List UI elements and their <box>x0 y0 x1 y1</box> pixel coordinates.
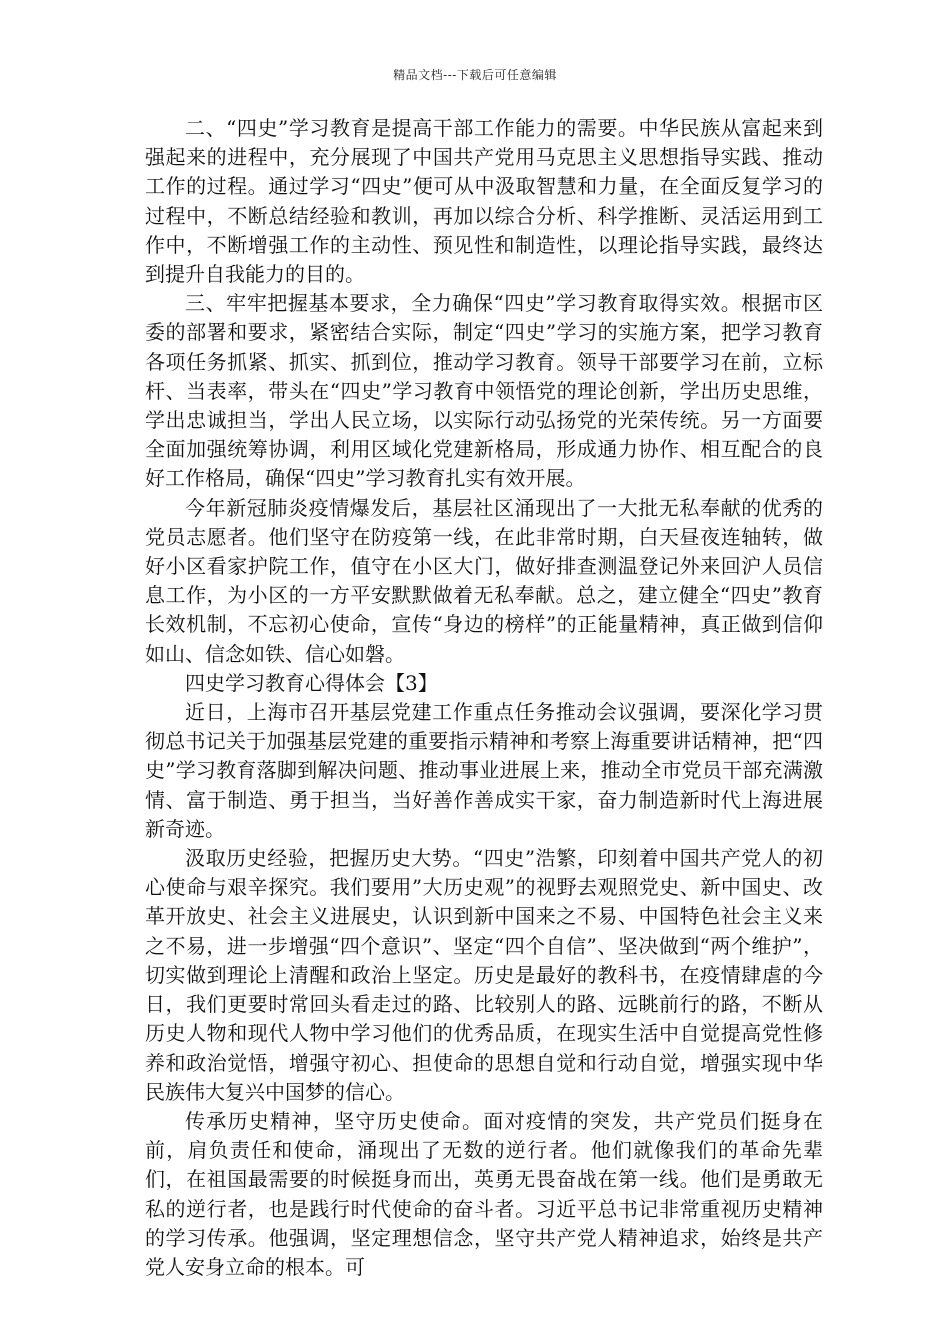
document-body <box>145 114 823 1282</box>
paragraph: 传承历史精神，坚守历史使命。面对疫情的突发，共产党员们挺身在前，肩负责任和使命，涌现出了无数的逆行者。他们就像我们的革命先辈们，在祖国最需要的时候挺身而出，英勇无畏奋战在第一线。他们是勇敢无私的逆行者，也是践行时代使命的奋斗者。习近平总书记非常重视历史精神的学习传承。他强调，坚定理想信念，坚守共产党人精神追求，始终是共产党人安身立命的根本。可 <box>145 1108 823 1279</box>
paragraph: 汲取历史经验，把握历史大势。“四史”浩繁，印刻着中国共产党人的初心使命与艰辛探究。我们要用”大历史观”的视野去观照党史、新中国史、改革开放史、社会主义进展史，认识到新中国来之不易、中国特色社会主义来之不易，进一步增强“四个意识”、坚定“四个自信”、坚决做到“两个维护”，切实做到理论上清醒和政治上坚定。历史是最好的教科书，在疫情肆虐的今日，我们更要时常回头看走过的路、比较别人的路、远眺前行的路，不断从历史人物和现代人物中学习他们的优秀品质，在现实生活中自觉提高党性修养和政治觉悟，增强守初心、担使命的思想自觉和行动自觉，增强实现中华民族伟大复兴中国梦的信心。 <box>145 846 823 1104</box>
paragraph: 近日，上海市召开基层党建工作重点任务推动会议强调，要深化学习贯彻总书记关于加强基层党建的重要指示精神和考察上海重要讲话精神，把“四史”学习教育落脚到解决问题、推动事业进展上来，推动全市党员干部充满激情、富于制造、勇于担当，当好善作善成实干家，奋力制造新时代上海进展新奇迹。 <box>145 700 823 841</box>
page-header: 精品文档---下载后可任意编辑 <box>393 68 557 82</box>
paragraph: 二、“四史”学习教育是提高干部工作能力的需要。中华民族从富起来到强起来的进程中，充分展现了中国共产党用马克思主义思想指导实践、推动工作的过程。通过学习“四史”便可从中汲取智慧和力量，在全面反复学习的过程中，不断总结经验和教训，再加以综合分析、科学推断、灵活运用到工作中，不断增强工作的主动性、预见性和制造性，以理论指导实践，最终达到提升自我能力的目的。 <box>145 116 823 287</box>
section-heading: 四史学习教育心得体会【3】 <box>185 670 438 695</box>
paragraph: 三、牢牢把握基本要求，全力确保“四史”学习教育取得实效。根据市区委的部署和要求，紧密结合实际，制定“四史”学习的实施方案，把学习教育各项任务抓紧、抓实、抓到位，推动学习教育。领导干部要学习在前，立标杆、当表率，带头在“四史”学习教育中领悟党的理论创新，学出历史思维，学出忠诚担当，学出人民立场，以实际行动弘扬党的光荣传统。另一方面要全面加强统筹协调，利用区域化党建新格局，形成通力协作、相互配合的良好工作格局，确保“四史”学习教育扎实有效开展。 <box>145 291 823 491</box>
paragraph: 今年新冠肺炎疫情爆发后，基层社区涌现出了一大批无私奉献的优秀的党员志愿者。他们坚守在防疫第一线，在此非常时期，白天昼夜连轴转，做好小区看家护院工作，值守在小区大门，做好排查测温登记外来回沪人员信息工作，为小区的一方平安默默做着无私奉献。总之，建立健全“四史”教育长效机制，不忘初心使命，宣传“身边的榜样”的正能量精神，真正做到信仰如山、信念如铁、信心如磐。 <box>145 495 823 666</box>
